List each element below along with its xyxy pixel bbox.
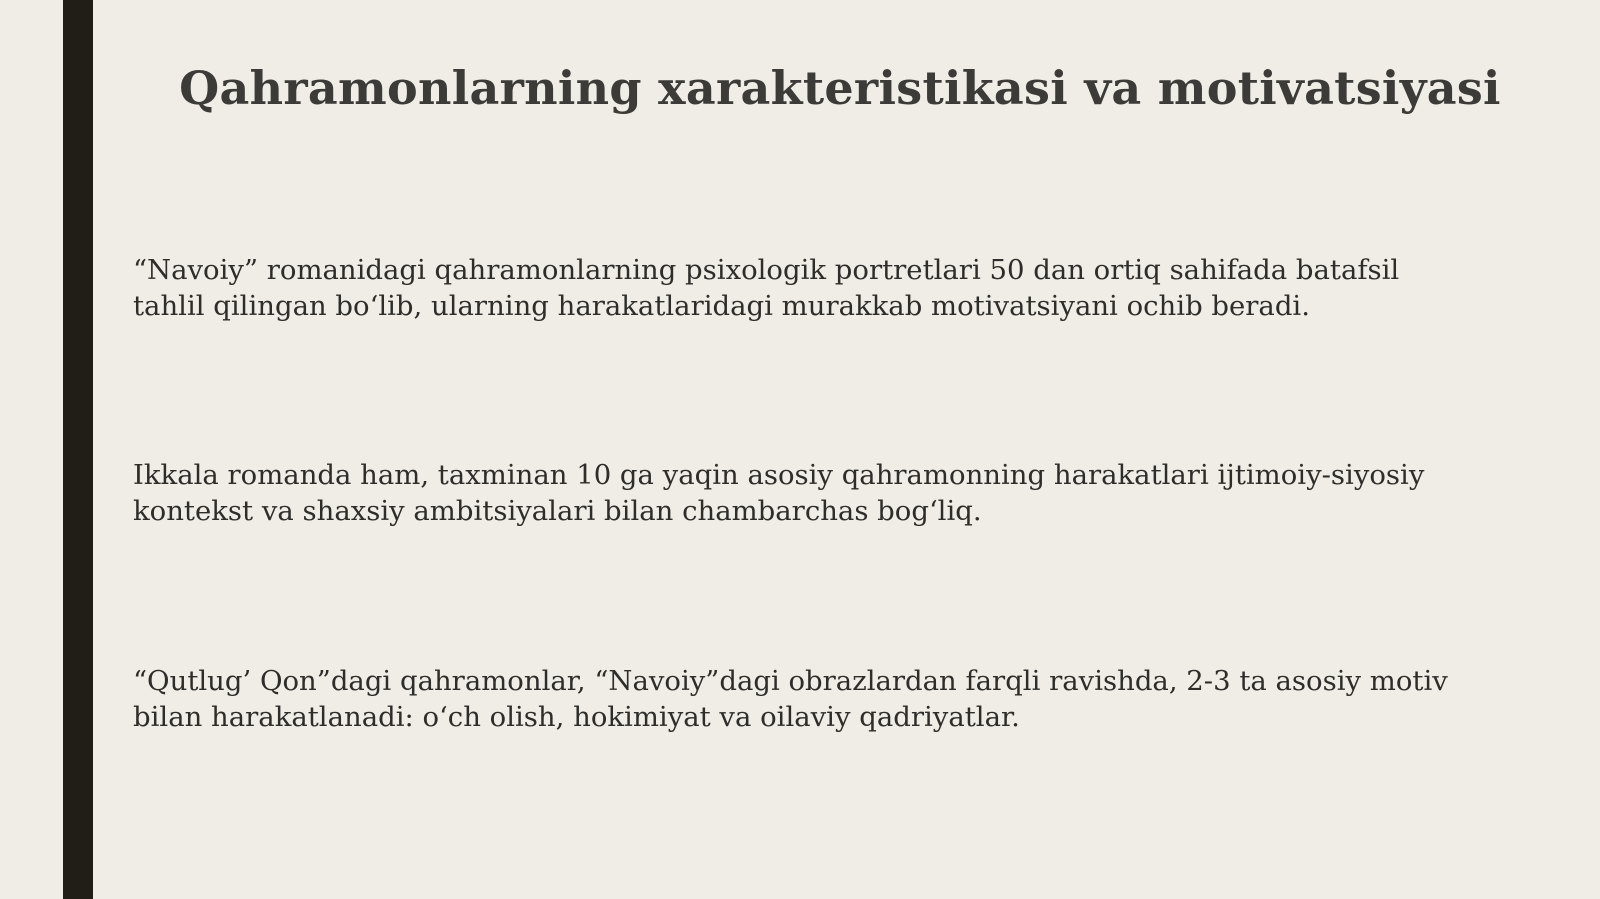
body-paragraph-3 xyxy=(133,663,1573,735)
paragraph-1-line-2: tahlil qilingan bo‘lib, ularning harakatlaridagi murakkab motivatsiyani ochib beradi. xyxy=(133,290,1310,322)
paragraph-3-line-1: “Qutlug’ Qon”dagi qahramonlar, “Navoiy”dagi obrazlardan farqli ravishda, 2-3 ta asosiy motiv xyxy=(133,665,1448,697)
slide-title: Qahramonlarning xarakteristikasi va motivatsiyasi xyxy=(179,61,1501,115)
paragraph-2-line-1: Ikkala romanda ham, taxminan 10 ga yaqin asosiy qahramonning harakatlari ijtimoiy-siyosiy xyxy=(133,459,1425,491)
accent-side-bar xyxy=(63,0,93,899)
body-paragraph-1 xyxy=(133,252,1573,324)
paragraph-3-line-2: bilan harakatlanadi: o‘ch olish, hokimiyat va oilaviy qadriyatlar. xyxy=(133,701,1020,733)
paragraph-1-line-1: “Navoiy” romanidagi qahramonlarning psixologik portretlari 50 dan ortiq sahifada batafsil xyxy=(133,254,1400,286)
paragraph-2-line-2: kontekst va shaxsiy ambitsiyalari bilan chambarchas bog‘liq. xyxy=(133,495,982,527)
body-paragraph-2 xyxy=(133,457,1573,529)
